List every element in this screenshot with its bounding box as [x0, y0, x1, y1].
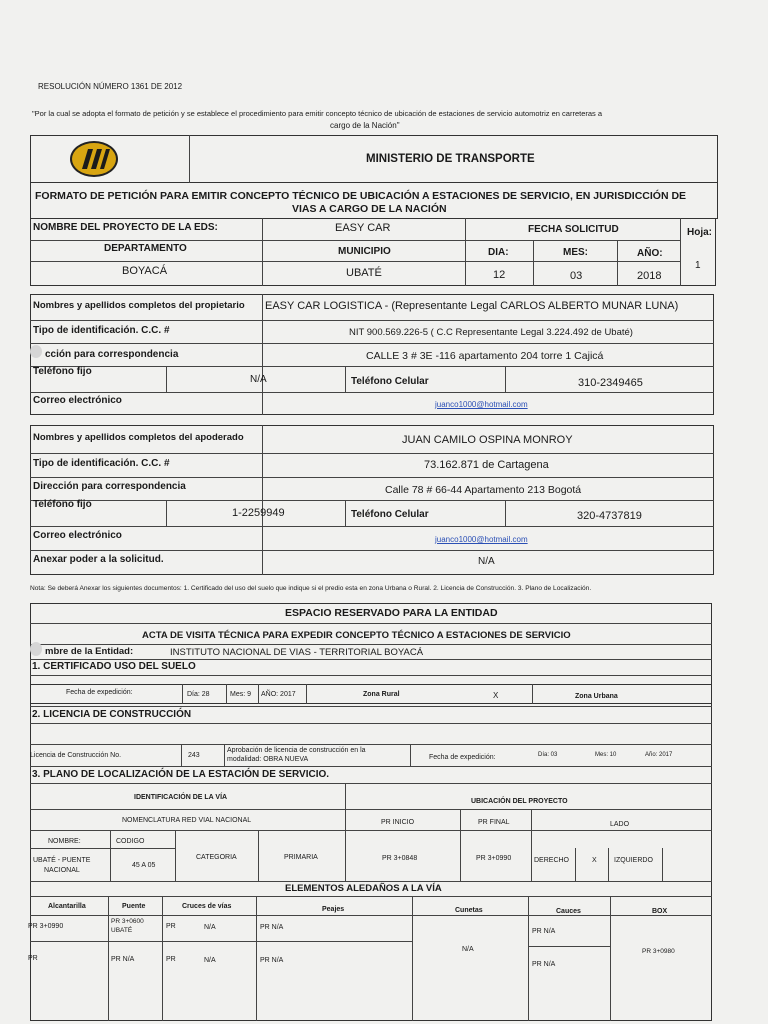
visit-report-title: ACTA DE VISITA TÉCNICA PARA EXPEDIR CONCEPTO TÉCNICO A ESTACIONES DE SERVICIO [142, 630, 571, 641]
attorney-phone-value: 1-2259949 [232, 507, 285, 519]
owner-cell-label: Teléfono Celular [351, 376, 429, 387]
resolution-description-cont: cargo de la Nación" [330, 121, 400, 130]
bridge-header: Puente [122, 903, 146, 910]
project-name-label: NOMBRE DEL PROYECTO DE LA EDS: [33, 222, 218, 233]
side-label: LADO [610, 821, 630, 828]
owner-id-label: Tipo de identificación. C.C. # [33, 325, 170, 336]
hole-punch-2 [30, 642, 42, 656]
gutters-value: N/A [462, 946, 474, 953]
resolution-number: RESOLUCIÓN NÚMERO 1361 DE 2012 [38, 82, 183, 91]
road-identification-header: IDENTIFICACIÓN DE LA VÍA [134, 794, 228, 801]
culvert-1: PR 3+0990 [28, 923, 64, 930]
attorney-address-value: Calle 78 # 66-44 Apartamento 213 Bogotá [385, 484, 582, 496]
owner-name-value: EASY CAR LOGISTICA - (Representante Legal CARLOS ALBERTO MUNAR LUNA) [265, 300, 679, 312]
license-number-value: 243 [188, 752, 200, 759]
attorney-address-label: Dirección para correspondencia [33, 481, 186, 492]
license-approval-cont: modalidad: OBRA NUEVA [227, 756, 309, 763]
channels-1: PR N/A [532, 928, 556, 935]
owner-name-label: Nombres y apellidos completos del propietario [33, 300, 245, 311]
rural-zone-label: Zona Rural [363, 691, 400, 698]
crossroads-1-pr: PR [166, 923, 176, 930]
tolls-1: PR N/A [260, 924, 284, 931]
land-use-day: Día: 28 [187, 691, 210, 698]
sheet-label: Hoja: [687, 227, 712, 238]
month-value: 03 [570, 270, 583, 282]
rural-zone-mark: X [493, 691, 499, 700]
attorney-email-label: Correo electrónico [33, 530, 122, 541]
year-label: AÑO: [637, 248, 663, 259]
crossroads-header: Cruces de vías [182, 903, 232, 910]
project-location-header: UBICACIÓN DEL PROYECTO [471, 798, 568, 805]
license-month: Mes: 10 [595, 752, 617, 758]
bridge-1-name: UBATÉ [111, 927, 133, 934]
attorney-cell-value: 320-4737819 [577, 510, 642, 522]
hole-punch [30, 345, 42, 358]
channels-header: Cauces [556, 908, 581, 915]
day-label: DIA: [488, 247, 509, 258]
bridge-2: PR N/A [111, 956, 135, 963]
entity-section-title: ESPACIO RESERVADO PARA LA ENTIDAD [285, 607, 498, 619]
municipality-value: UBATÉ [346, 267, 382, 279]
side-right-label: DERECHO [534, 857, 570, 864]
ministry-title: MINISTERIO DE TRANSPORTE [366, 153, 535, 165]
power-of-attorney-value: N/A [478, 556, 495, 567]
license-approval: Aprobación de licencia de construcción en la [227, 747, 366, 754]
location-plan-title: 3. PLANO DE LOCALIZACIÓN DE LA ESTACIÓN DE SERVICIO. [32, 769, 330, 780]
request-date-label: FECHA SOLICITUD [528, 224, 619, 235]
road-code-label: CODIGO [116, 838, 145, 845]
department-value: BOYACÁ [122, 265, 168, 277]
land-use-cert-title: 1. CERTIFICADO USO DEL SUELO [32, 661, 196, 672]
culvert-header: Alcantarilla [48, 903, 86, 910]
note-text: Nota: Se deberá Anexar los siguientes documentos: 1. Certificado del uso del suelo que indique si el predio esta en zona Urbana o Rural. 2. Licencia de Construcción. 3. Plano de Localización. [30, 585, 592, 592]
pr-end-label: PR FINAL [478, 819, 510, 826]
attorney-id-value: 73.162.871 de Cartagena [424, 459, 549, 471]
crossroads-1-value: N/A [204, 924, 216, 931]
attorney-cell-label: Teléfono Celular [351, 509, 429, 520]
owner-email-link[interactable]: juanco1000@hotmail.com [435, 400, 528, 409]
pr-start-value: PR 3+0848 [382, 855, 418, 862]
construction-license-title: 2. LICENCIA DE CONSTRUCCIÓN [32, 709, 192, 720]
road-code-value: 45 A 05 [132, 862, 156, 869]
land-use-date-label: Fecha de expedición: [66, 689, 133, 696]
power-of-attorney-label: Anexar poder a la solicitud. [33, 554, 164, 565]
box-culvert-header: BOX [652, 908, 668, 915]
adjacent-elements-title: ELEMENTOS ALEDAÑOS A LA VÍA [285, 883, 442, 894]
side-left-label: IZQUIERDO [614, 857, 653, 864]
license-year: Año: 2017 [645, 752, 673, 758]
culvert-2: PR [28, 955, 38, 962]
entity-name-value: INSTITUTO NACIONAL DE VIAS - TERRITORIAL BOYACÁ [170, 647, 424, 658]
channels-2: PR N/A [532, 961, 556, 968]
sheet-value: 1 [695, 260, 701, 271]
owner-cell-value: 310-2349465 [578, 377, 643, 389]
year-value: 2018 [637, 270, 662, 282]
municipality-label: MUNICIPIO [338, 246, 391, 257]
attorney-email-link[interactable]: juanco1000@hotmail.com [435, 535, 528, 544]
resolution-description: "Por la cual se adopta el formato de petición y se establece el procedimiento para emitir concepto técnico de ubicación de estaciones de servicio automotriz en carreteras a [32, 109, 603, 118]
attorney-id-label: Tipo de identificación. C.C. # [33, 458, 170, 469]
owner-phone-value: N/A [250, 374, 267, 385]
license-number-label: Licencia de Construcción No. [30, 752, 122, 759]
road-name-value-cont: NACIONAL [44, 867, 80, 874]
box-culvert-value: PR 3+0980 [642, 948, 675, 955]
ministry-logo [70, 141, 118, 177]
land-use-month: Mes: 9 [230, 691, 252, 698]
crossroads-2-pr: PR [166, 956, 176, 963]
side-right-mark: X [592, 857, 597, 864]
form-title: FORMATO DE PETICIÓN PARA EMITIR CONCEPTO TÉCNICO DE UBICACIÓN A ESTACIONES DE SERVICIO, EN JURISDICCIÓN DE [35, 190, 687, 202]
owner-address-label: cción para correspondencia [45, 349, 179, 360]
license-date-label: Fecha de expedición: [429, 754, 496, 761]
bridge-1: PR 3+0600 [111, 918, 144, 925]
attorney-name-value: JUAN CAMILO OSPINA MONROY [402, 434, 573, 446]
project-name-value: EASY CAR [335, 222, 391, 234]
gutters-header: Cunetas [455, 907, 483, 914]
attorney-phone-label: Teléfono fijo [33, 499, 92, 510]
road-name-label: NOMBRE: [48, 838, 81, 845]
land-use-year: AÑO: 2017 [261, 691, 296, 698]
owner-email-label: Correo electrónico [33, 395, 122, 406]
urban-zone-label: Zona Urbana [575, 693, 618, 700]
crossroads-2-value: N/A [204, 957, 216, 964]
month-label: MES: [563, 247, 588, 258]
road-nomenclature-label: NOMENCLATURA RED VIAL NACIONAL [122, 817, 252, 824]
owner-id-value: NIT 900.569.226-5 ( C.C Representante Legal 3.224.492 de Ubaté) [349, 327, 633, 338]
form-title-cont: VIAS A CARGO DE LA NACIÓN [292, 203, 447, 215]
category-label: CATEGORIA [196, 854, 237, 861]
department-label: DEPARTAMENTO [104, 243, 187, 254]
owner-address-value: CALLE 3 # 3E -116 apartamento 204 torre 1 Cajicá [366, 350, 604, 362]
license-day: Día: 03 [538, 752, 558, 758]
pr-start-label: PR INICIO [381, 819, 415, 826]
entity-name-label: mbre de la Entidad: [45, 646, 134, 657]
pr-end-value: PR 3+0990 [476, 855, 512, 862]
day-value: 12 [493, 269, 506, 281]
category-value: PRIMARIA [284, 854, 318, 861]
tolls-2: PR N/A [260, 957, 284, 964]
tolls-header: Peajes [322, 906, 345, 913]
road-name-value: UBATÉ - PUENTE [33, 857, 91, 864]
owner-phone-label: Teléfono fijo [33, 366, 92, 377]
attorney-name-label: Nombres y apellidos completos del apoderado [33, 432, 244, 443]
